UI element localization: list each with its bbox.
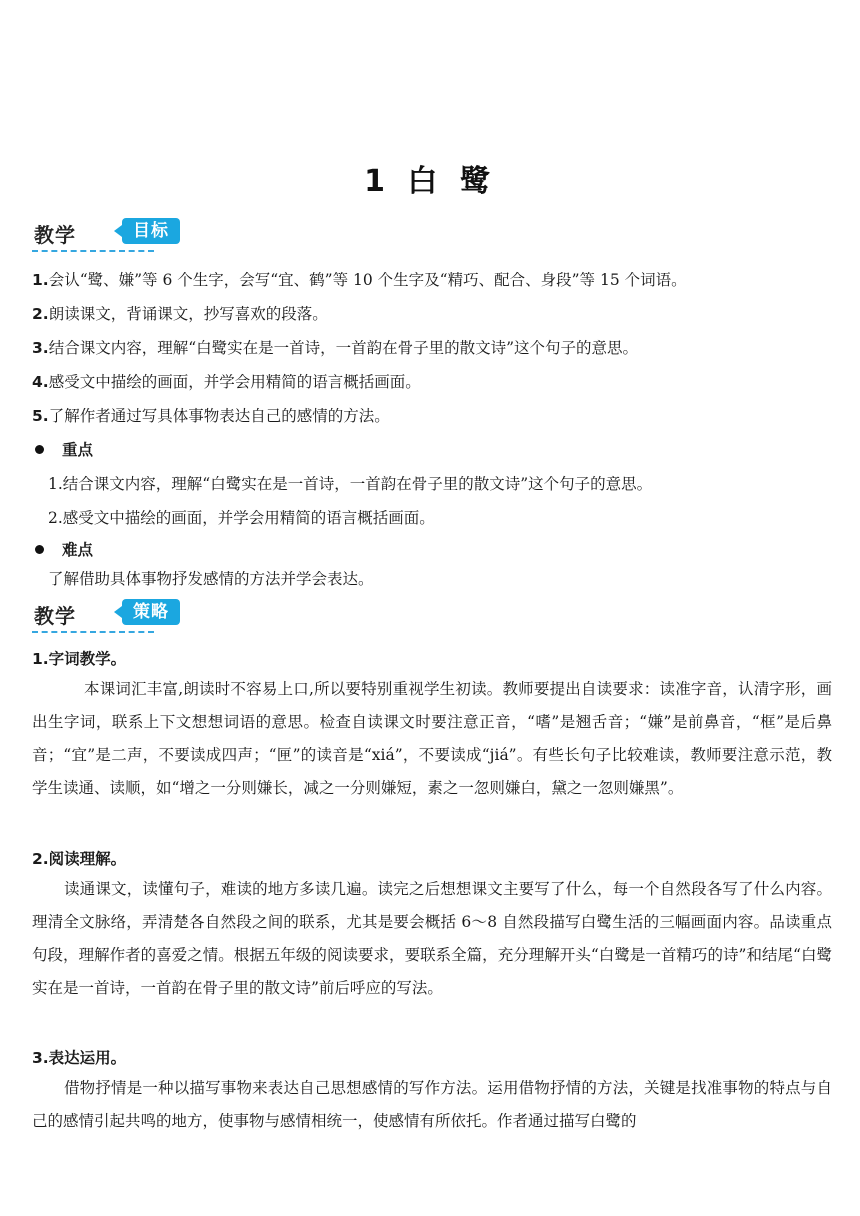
- goal-item: 5.了解作者通过写具体事物表达自己的感情的方法。: [32, 407, 390, 425]
- badge-underline: [32, 631, 154, 633]
- difficulties-text: 了解借助具体事物抒发感情的方法并学会表达。: [48, 570, 374, 588]
- difficulties-heading: 难点: [62, 541, 94, 559]
- goal-item: 3.结合课文内容，理解“白鹭实在是一首诗，一首韵在骨子里的散文诗”这个句子的意思。: [32, 339, 639, 357]
- bullet-icon: [35, 445, 44, 454]
- strategy-heading: 3.表达运用。: [32, 1049, 127, 1067]
- strategy-paragraph: 借物抒情是一种以描写事物来表达自己思想感情的写作方法。运用借物抒情的方法，关键是找准事物的特点与自己的感情引起共鸣的地方，使事物与感情相统一，使感情有所依托。作者通过描写白鹭的: [32, 1079, 832, 1130]
- key-point-item: 2.感受文中描绘的画面，并学会用精简的语言概括画面。: [48, 509, 435, 527]
- page-title: 1 白 鹭: [364, 164, 496, 199]
- key-point-item: 1.结合课文内容，理解“白鹭实在是一首诗，一首韵在骨子里的散文诗”这个句子的意思。: [48, 475, 653, 493]
- section-badge-strategy: [32, 599, 169, 633]
- key-points-heading: 重点: [62, 441, 94, 459]
- badge-underline: [32, 250, 154, 252]
- strategy-paragraph: 读通课文，读懂句子，难读的地方多读几遍。读完之后想想课文主要写了什么，每一个自然段各写了什么内容。理清全文脉络，弄清楚各自然段之间的联系，尤其是要会概括 6～8 自然段描写白鹭生活的三幅画面内容。品读重点句段，理解作者的喜爱之情。根据五年级的阅读要求，要联系全篇，充分理解开头“白鹭是一首精巧的诗”和结尾“白鹭实在是一首诗，一首韵在骨子里的散文诗”前后呼应的写法。: [32, 880, 832, 997]
- strategy-heading: 1.字词教学。: [32, 650, 127, 668]
- badge-label-left: 教学: [34, 223, 76, 247]
- badge-arrow: [114, 225, 122, 237]
- badge-arrow: [114, 606, 122, 618]
- badge-label-left: 教学: [34, 604, 76, 628]
- goal-item: 2.朗读课文，背诵课文，抄写喜欢的段落。: [32, 305, 328, 323]
- strategy-paragraph: 本课词汇丰富,朗读时不容易上口,所以要特别重视学生初读。教师要提出自读要求：读准字音，认清字形，画出生字词，联系上下文想想词语的意思。检查自读课文时要注意正音，“嗜”是翘舌音；“嫌”是前鼻音，“框”是后鼻音；“宜”是二声，不要读成四声；“匣”的读音是“xiá”，不要读成“jiá”。有些长句子比较难读，教师要注意示范，教学生读通、读顺，如“增之一分则嫌长，减之一分则嫌短，素之一忽则嫌白，黛之一忽则嫌黑”。: [32, 680, 832, 797]
- badge-label-right: 策略: [122, 599, 180, 625]
- section-badge-goals: [32, 218, 169, 252]
- goal-item: 1.会认“鹭、嫌”等 6 个生字，会写“宜、鹤”等 10 个生字及“精巧、配合、身段”等 15 个词语。: [32, 271, 687, 289]
- bullet-icon: [35, 545, 44, 554]
- badge-label-right: 目标: [122, 218, 180, 244]
- goal-item: 4.感受文中描绘的画面，并学会用精简的语言概括画面。: [32, 373, 421, 391]
- strategy-heading: 2.阅读理解。: [32, 850, 127, 868]
